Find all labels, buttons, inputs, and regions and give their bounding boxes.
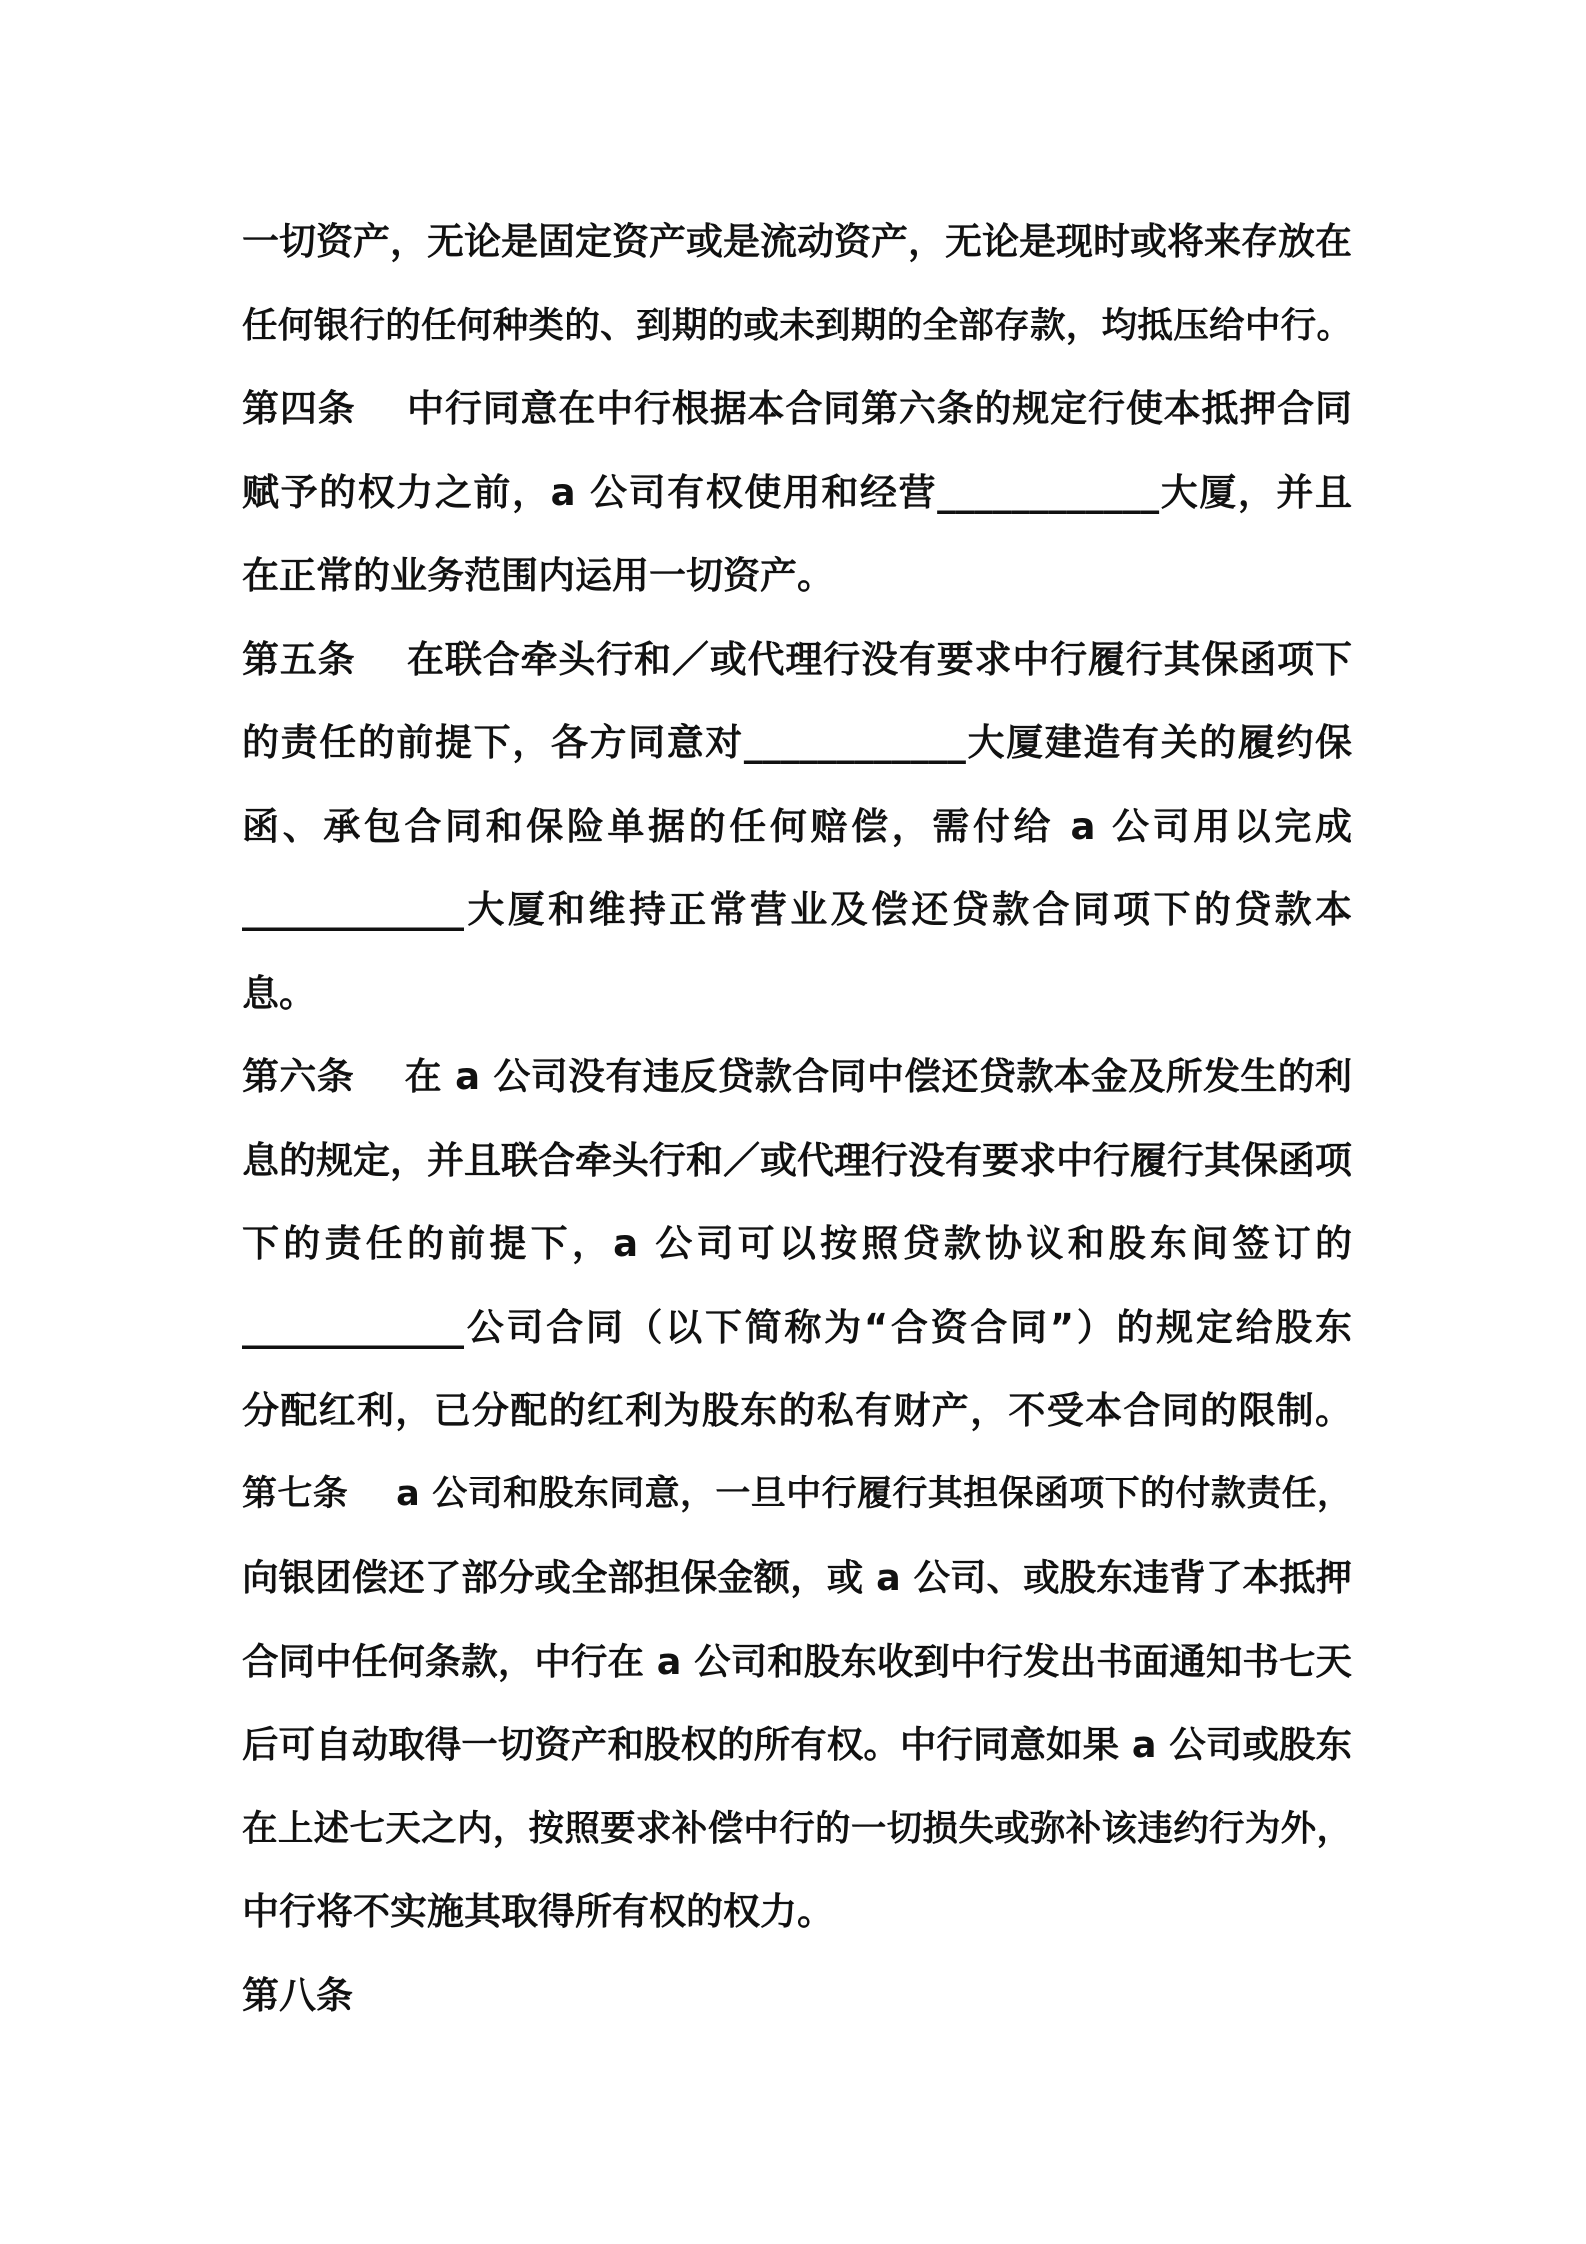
text-line: 赋予的权力之前，a 公司有权使用和经营____________大厦，并且 <box>242 470 1352 514</box>
text-line: 函、承包合同和保险单据的任何赔偿，需付给 a 公司用以完成 <box>242 804 1352 848</box>
text-line: 第四条 中行同意在中行根据本合同第六条的规定行使本抵押合同 <box>242 387 1352 430</box>
text-line: 分配红利，已分配的红利为股东的私有财产，不受本合同的限制。 <box>242 1389 1352 1432</box>
text-line: 第八条 <box>242 1973 353 2017</box>
text-line: 下的责任的前提下，a 公司可以按照贷款协议和股东间签订的 <box>242 1222 1352 1265</box>
text-line: 一切资产，无论是固定资产或是流动资产，无论是现时或将来存放在 <box>242 220 1352 263</box>
contract-body-text <box>242 200 1352 2037</box>
text-line: 合同中任何条款，中行在 a 公司和股东收到中行发出书面通知书七天 <box>242 1639 1352 1683</box>
text-line: 中行将不实施其取得所有权的权力。 <box>242 1890 834 1933</box>
text-line: 在正常的业务范围内运用一切资产。 <box>242 554 834 597</box>
text-line: 任何银行的任何种类的、到期的或未到期的全部存款，均抵压给中行。 <box>242 304 1352 346</box>
text-line: 息。 <box>242 971 316 1015</box>
text-line: 第六条 在 a 公司没有违反贷款合同中偿还贷款本金及所发生的利 <box>242 1055 1352 1098</box>
text-line: 的责任的前提下，各方同意对____________大厦建造有关的履约保 <box>242 721 1352 764</box>
text-line: 第五条 在联合牵头行和／或代理行没有要求中行履行其保函项下 <box>242 637 1352 681</box>
text-line: 在上述七天之内，按照要求补偿中行的一切损失或弥补该违约行为外， <box>242 1807 1352 1849</box>
text-line: ____________公司合同（以下简称为“合资合同”）的规定给股东 <box>242 1305 1352 1349</box>
text-line: 向银团偿还了部分或全部担保金额，或 a 公司、或股东违背了本抵押 <box>242 1556 1352 1599</box>
text-line: 息的规定，并且联合牵头行和／或代理行没有要求中行履行其保函项 <box>242 1138 1352 1182</box>
text-line: ____________大厦和维持正常营业及偿还贷款合同项下的贷款本 <box>242 888 1352 931</box>
text-line: 第七条 a 公司和股东同意，一旦中行履行其担保函项下的付款责任， <box>242 1473 1352 1514</box>
text-line: 后可自动取得一切资产和股权的所有权。中行同意如果 a 公司或股东 <box>242 1723 1352 1766</box>
